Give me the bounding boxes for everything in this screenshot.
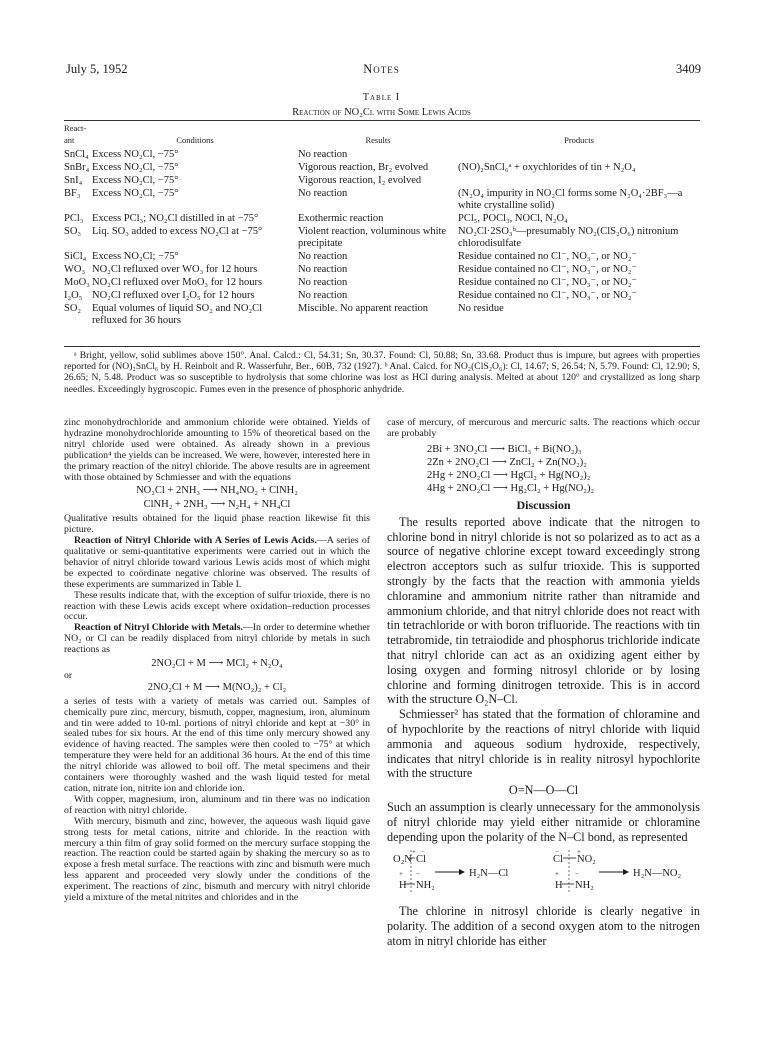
cell-results: Vigorous reaction, Br₂ evolved — [298, 162, 429, 173]
scheme-product-nitramide: H₂N—NO₂ — [633, 868, 682, 880]
equation: 2NO₂Cl + M ⟶ MCl₂ + N₂O₄ — [151, 658, 283, 670]
scheme-cl: Cl — [416, 854, 426, 866]
cell-reactant: WO₃ — [64, 264, 86, 275]
cell-products: Residue contained no Cl⁻, NO₃⁻, or NO₂⁻ — [458, 264, 638, 275]
table-row — [64, 162, 700, 175]
cell-conditions: NO₂Cl refluxed over I₂O₅ for 12 hours — [92, 290, 255, 301]
cell-products: (N₂O₄ impurity in NO₂Cl forms some N₂O₄·2BF₃—a white crystalline solid) — [458, 188, 683, 211]
left-column — [64, 418, 370, 904]
paragraph: zinc monohydrochloride and ammonium chloride were obtained. Yields of hydrazine monohydrochloride amounting to 15% of theoretical based on the nitryl chloride used were obtained. As already shown in a previous publication⁴ the yields can be increased. We were, however, interested here in the primary reaction of the nitryl chloride. The above results are in agreement with those obtained by Schmiesser and with the equations — [64, 417, 370, 483]
cell-conditions: Excess NO₂Cl, −75° — [92, 175, 179, 186]
cell-products: Residue contained no Cl⁻, NO₃⁻, or NO₂⁻ — [458, 277, 638, 288]
discussion-heading: Discussion — [516, 497, 571, 512]
cell-products: NO₂Cl·2SO₃ᵇ—presumably NO₂(ClS₂O₆) nitronium chlorodisulfate — [458, 226, 679, 249]
table-row — [64, 277, 700, 290]
equation: 2Bi + 3NO₂Cl ⟶ BiCl₃ + Bi(NO₂)₃ — [427, 443, 582, 455]
cell-products: (NO)₂SnCl₆ᵃ + oxychlorides of tin + N₂O₄ — [458, 162, 636, 173]
paragraph: case of mercury, of mercurous and mercuric salts. The reactions which occur are probably — [387, 417, 700, 439]
paragraph: Such an assumption is clearly unnecessary for the ammonolysis of nitryl chloride may yield either nitramide or chloramine depending upon the polarity of the N–Cl bond, as represented — [387, 799, 700, 844]
structure-formula: O=N—O—Cl — [508, 783, 579, 798]
paragraph: a series of tests with a variety of metals was carried out. Samples of chemically pure zinc, mercury, bismuth, copper, magnesium, iron, aluminum and tin were added to 10-ml. portions of nitryl chloride and kept at −30° in sealed tubes for six hours. At the end of this time only mercury showed any evidence of having reacted. The samples were then cooled to −75° at which temperature they were held for an additional 36 hours. At the end of this time the nitryl chloride was allowed to boil off. The metal specimens and their containers were thoroughly washed and the wash liquid tested for metal cation, nitrate ion, nitrite ion and chloride ion. — [64, 695, 370, 794]
cell-reactant: SiCl₄ — [64, 251, 87, 262]
metal-equations — [387, 443, 700, 495]
cell-results: Exothermic reaction — [298, 213, 384, 224]
cell-results: Vigorous reaction, I₂ evolved — [298, 175, 422, 186]
cell-results: Miscible. No apparent reaction — [298, 303, 429, 314]
cell-conditions: NO₂Cl refluxed over MoO₃ for 12 hours — [92, 277, 263, 288]
table-footnotes — [64, 350, 700, 395]
table-bottom-rule — [64, 346, 700, 347]
cell-products: Residue contained no Cl⁻, NO₃⁻, or NO₂⁻ — [458, 251, 638, 262]
right-column — [387, 418, 700, 949]
or-text: or — [64, 669, 73, 681]
cell-conditions: Excess NO₂Cl, −75° — [92, 188, 179, 199]
cell-products: Residue contained no Cl⁻, NO₃⁻, or NO₂⁻ — [458, 290, 638, 301]
table-row — [64, 188, 700, 213]
table-row — [64, 149, 700, 162]
cell-products: No residue — [458, 303, 504, 314]
table-header-row — [64, 121, 700, 149]
cell-reactant: SO₂ — [64, 303, 82, 314]
cell-reactant: BF₃ — [64, 188, 81, 199]
scheme-h: H — [399, 880, 407, 892]
scheme-minus: − — [575, 870, 579, 879]
cell-conditions: Excess NO₂Cl, −75° — [92, 149, 179, 160]
cell-products — [458, 149, 700, 162]
paragraph: Qualitative results obtained for the liquid phase reaction likewise fit this picture. — [64, 513, 370, 536]
cell-reactant: I₂O₅ — [64, 290, 83, 301]
cell-results: No reaction — [298, 188, 348, 199]
cell-reactant: PCl₃ — [64, 213, 84, 224]
scheme-minus: − — [421, 848, 425, 857]
cell-conditions: Excess NO₂Cl; −75° — [92, 251, 179, 262]
cell-results: No reaction — [298, 149, 348, 160]
paragraph — [64, 623, 370, 656]
cell-conditions: NO₂Cl refluxed over WO₃ for 12 hours — [92, 264, 258, 275]
header-date: July 5, 1952 — [66, 62, 128, 76]
paragraph: These results indicate that, with the exception of sulfur trioxide, there is no reaction with these Lewis acids except where oxidation–reduction processes occur. — [64, 589, 370, 623]
cell-results: No reaction — [298, 264, 348, 275]
cell-reactant: SnBr₄ — [64, 162, 90, 173]
scheme-plus: + — [399, 870, 403, 879]
section-heading: Reaction of Nitryl Chloride with A Series of Lewis Acids. — [74, 535, 317, 547]
paragraph: With copper, magnesium, iron, aluminum and tin there was no indication of reaction with nitryl chloride. — [64, 793, 370, 816]
header-section: Notes — [363, 62, 400, 76]
cell-reactant: SnI₄ — [64, 175, 83, 186]
section-heading: Reaction of Nitryl Chloride with Metals. — [74, 622, 243, 634]
scheme-plus: + — [577, 848, 581, 857]
polarity-scheme — [387, 846, 700, 900]
col-header-conditions: Conditions — [176, 135, 214, 145]
lewis-acid-table — [64, 121, 700, 328]
scheme-nh2: NH₂ — [416, 880, 435, 892]
paragraph: Schmiesser² has stated that the formation of chloramine and of hypochlorite by the reactions of nitryl chloride with liquid ammonia and aqueous sodium hydroxide, respectively, indicates that nitryl chloride is in reality nitrosyl hypochlorite with the structure — [387, 707, 700, 781]
table-row — [64, 251, 700, 264]
cell-results: Violent reaction, voluminous white precipitate — [298, 226, 447, 249]
cell-products — [458, 175, 700, 188]
paragraph: With mercury, bismuth and zinc, however, the aqueous wash liquid gave strong tests for metal cations, nitrite and chloride. In the reaction with mercury a thin film of gray solid formed on the mercury surface stopping the reaction. The reaction could be started again by shaking the mercury so as to expose a fresh metal surface. The reactions with zinc and bismuth were much less apparent and proceeded very slowly under the conditions of the experiment. The reactions of zinc, bismuth and mercury with nitryl chloride yield a mixture of the metal nitrites and chlorides and in the — [64, 815, 370, 904]
paragraph-text: —In order to determine whether NO₂ or Cl can be readily displaced from nitryl chloride by metals in such reactions as — [64, 622, 370, 656]
scheme-o2n: O₂N — [393, 854, 412, 866]
cell-products: PCl₅, POCl₃, NOCl, N₂O₄ — [458, 213, 568, 224]
cell-conditions: Excess NO₂Cl, −75° — [92, 162, 179, 173]
equation: 2NO₂Cl + M ⟶ M(NO₂)₂ + Cl₂ — [147, 681, 287, 693]
col-header-reactant: React- ant — [64, 123, 87, 145]
scheme-minus: − — [555, 848, 559, 857]
cell-conditions: Excess PCl₃; NO₂Cl distilled in at −75° — [92, 213, 259, 224]
cell-conditions: Liq. SO₃ added to excess NO₂Cl at −75° — [92, 226, 263, 237]
footnote-text: ᵃ Bright, yellow, solid sublimes above 150°. Anal. Calcd.: Cl, 54.31; Sn, 30.37. Found: Cl, 50.88; Sn, 33.68. Product thus is impure, but agrees with properties reported for (NO)₂SnCl₆ by H. Reinbolt and R. Wasserfuhr, Ber., 60B, 732 (1927). ᵇ Anal. Calcd. for NO₂(ClS₂O₆): Cl, 14.67; S, 26.54; N, 5.79. Found: Cl, 12.90; S, 26.65; N, 5.48. Product was so susceptible to hydrolysis that some chlorine was lost as HCl during analysis. Melted at about 120° and crystallized as long sharp needles. Exceedingly hygroscopic. Fumes even in the presence of phosphoric anhydride. — [64, 350, 700, 395]
scheme-minus: − — [416, 870, 420, 879]
scheme-plus: + — [555, 870, 559, 879]
equation: 2Hg + 2NO₂Cl ⟶ HgCl₂ + Hg(NO₂)₂ — [427, 469, 591, 481]
cell-reactant: SO₃ — [64, 226, 82, 237]
scheme-cl: Cl — [553, 854, 563, 866]
cell-results: No reaction — [298, 277, 348, 288]
table-row — [64, 175, 700, 188]
table-row — [64, 303, 700, 328]
equation: 2Zn + 2NO₂Cl ⟶ ZnCl₂ + Zn(NO₂)₂ — [427, 456, 587, 468]
cell-results: No reaction — [298, 251, 348, 262]
scheme-plus: + — [412, 848, 416, 857]
col-header-products: Products — [564, 135, 594, 145]
col-header-results: Results — [365, 135, 391, 145]
scheme-product-chloramine: H₂N—Cl — [469, 868, 509, 880]
scheme-no2: NO₂ — [577, 854, 596, 866]
equation: 4Hg + 2NO₂Cl ⟶ Hg₂Cl₂ + Hg(NO₂)₂ — [427, 482, 595, 494]
scheme-nh2: NH₂ — [575, 880, 594, 892]
paragraph: The results reported above indicate that the nitrogen to chlorine bond in nitryl chloride is not so polarized as to act as a source of negative chlorine except toward exceedingly strong electron acceptors such as sulfur trioxide. This is supported strongly by the facts that the reaction with ammonia yields chloramine and ammonium nitrite rather than nitramide and ammonium chloride, and that nitryl chloride does not react with tin tetrachloride or with boron trifluoride. The reactions with tin tetrabromide, tin tetraiodide and phosphorus trichloride indicate that nitryl chloride can act as an oxidizing agent either by losing oxygen and forming nitrosyl chloride or by losing chlorine and forming dinitrogen tetroxide. This is in accord with the structure O₂N–Cl. — [387, 514, 700, 707]
cell-conditions: Equal volumes of liquid SO₂ and NO₂Cl refluxed for 36 hours — [92, 303, 263, 326]
cell-reactant: SnCl₄ — [64, 149, 89, 160]
cell-results: No reaction — [298, 290, 348, 301]
equation: NO₂Cl + 2NH₃ ⟶ NH₄NO₂ + ClNH₂ — [136, 485, 298, 497]
equation: ClNH₂ + 2NH₃ ⟶ N₂H₄ + NH₄Cl — [143, 499, 291, 511]
table-row — [64, 226, 700, 251]
table-label: Table I — [362, 92, 401, 103]
paragraph — [64, 536, 370, 591]
table-row — [64, 290, 700, 303]
cell-reactant: MoO₃ — [64, 277, 90, 288]
table-row — [64, 213, 700, 226]
scheme-h: H — [555, 880, 563, 892]
paragraph: The chlorine in nitrosyl chloride is clearly negative in polarity. The addition of a second oxygen atom to the nitrogen atom in nitryl chloride has either — [387, 904, 700, 948]
table-title: Reaction of NO₂Cl with Some Lewis Acids — [292, 107, 471, 118]
page-number: 3409 — [676, 62, 701, 76]
paragraph-text: —A series of qualitative or semi-quantitative experiments were carried out in which the behavior of nitryl chloride toward various Lewis acids most of which might be expected to coördinate negative chlorine was observed. The results of these experiments are summarized in Table I. — [64, 535, 370, 590]
table-row — [64, 264, 700, 277]
